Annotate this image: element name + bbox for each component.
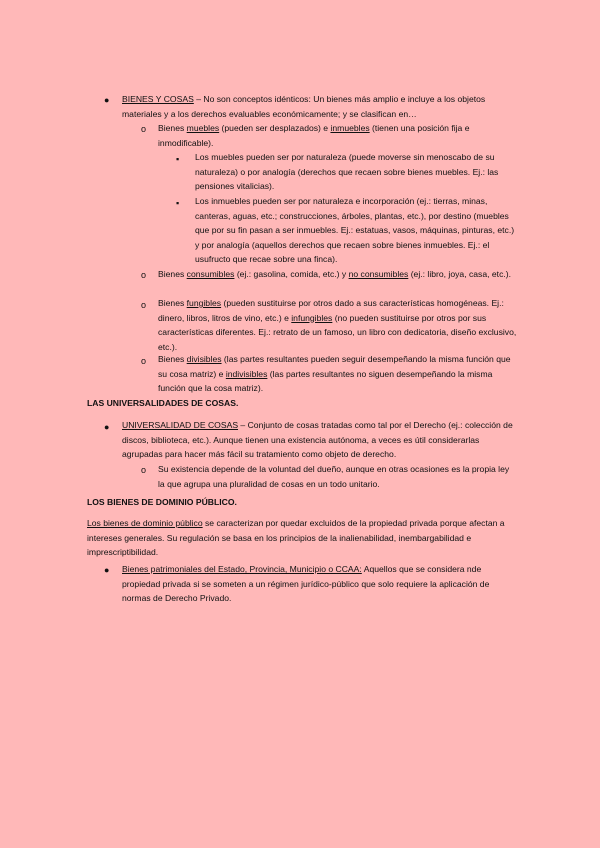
bullet-circle: o: [141, 124, 147, 134]
bienes-patrimoniales-item: Bienes patrimoniales del Estado, Provincia, Municipio o CCAA: Aquellos que se considera nde propiedad privada si se someten a un régimen jurídico-público que solo requiere la aplicación de normas de Derecho Privado.: [122, 564, 490, 604]
universalidad-item: UNIVERSALIDAD DE COSAS – Conjunto de cosas tratadas como tal por el Derecho (ej.: colección de discos, biblioteca, etc.). Aunque tienen una existencia autónoma, a veces es útil considerarlas agrupadas para hacer más fácil su tratamiento como objeto de derecho.: [122, 420, 513, 460]
bullet-dot: ●: [104, 422, 110, 432]
muebles-item: Bienes muebles (pueden ser desplazados) e inmuebles (tienen una posición fija e inmodificable).: [158, 123, 470, 148]
heading-universalidades: LAS UNIVERSALIDADES DE COSAS.: [87, 398, 239, 408]
bullet-square: ▪: [176, 154, 180, 164]
bullet-circle: o: [141, 465, 147, 475]
consumibles-item: Bienes consumibles (ej.: gasolina, comida, etc.) y no consumibles (ej.: libro, joya, casa, etc.).: [158, 269, 511, 279]
fungibles-item: Bienes fungibles (pueden sustituirse por otros dado a sus características homogéneas. Ej.: dinero, libros, litros de vino, etc.) e infungibles (no pueden sustituirse por otros por sus características diferentes. Ej.: retrato de un famoso, un libro con dedicatoria, diseño exclusivo, etc.).: [158, 298, 517, 352]
bullet-dot: ●: [104, 95, 110, 105]
muebles-naturaleza-item: Los muebles pueden ser por naturaleza (puede moverse sin menoscabo de su naturaleza) o por analogía (derechos que recaen sobre bienes muebles. Ej.: las pensiones vitalicias).: [195, 152, 499, 192]
dominio-publico-paragraph: Los bienes de dominio público se caracterizan por quedar excluidos de la propiedad privada porque afectan a intereses generales. Su regulación se basa en los principios de la inalienabilidad, inembargabilidad e imprescriptibilidad.: [87, 518, 505, 558]
bullet-circle: o: [141, 300, 147, 310]
term: BIENES Y COSAS: [122, 94, 194, 104]
bullet-square: ▪: [176, 198, 180, 208]
bienes-cosas-item: BIENES Y COSAS – No son conceptos idénticos: Un bienes más amplio e incluye a los objetos materiales y a los derechos evaluables económicamente; y se clasifican en…: [122, 94, 486, 119]
bullet-circle: o: [141, 270, 147, 280]
heading-dominio-publico: LOS BIENES DE DOMINIO PÚBLICO.: [87, 497, 237, 507]
divisibles-item: Bienes divisibles (las partes resultantes pueden seguir desempeñando la misma función que su cosa matriz) e indivisibles (las partes resultantes no siguen desempeñando la misma función que la cosa matriz).: [158, 354, 511, 394]
universalidad-sub-item: Su existencia depende de la voluntad del dueño, aunque en otras ocasiones es la propia ley la que agrupa una pluralidad de cosas en un todo unitario.: [158, 464, 510, 489]
bullet-dot: ●: [104, 565, 110, 575]
inmuebles-naturaleza-item: Los inmuebles pueden ser por naturaleza e incorporación (ej.: tierras, minas, canteras, aguas, etc.; construcciones, árboles, plantas, etc.), por destino (muebles que por su fin pasan a ser inmuebles. Ej.: estatuas, vasos, máquinas, pinturas, etc.) y por analogía (aquellos derechos que recaen sobre bienes inmuebles. Ej.: el usufructo que recae sobre una finca).: [195, 196, 515, 265]
bullet-circle: o: [141, 356, 147, 366]
